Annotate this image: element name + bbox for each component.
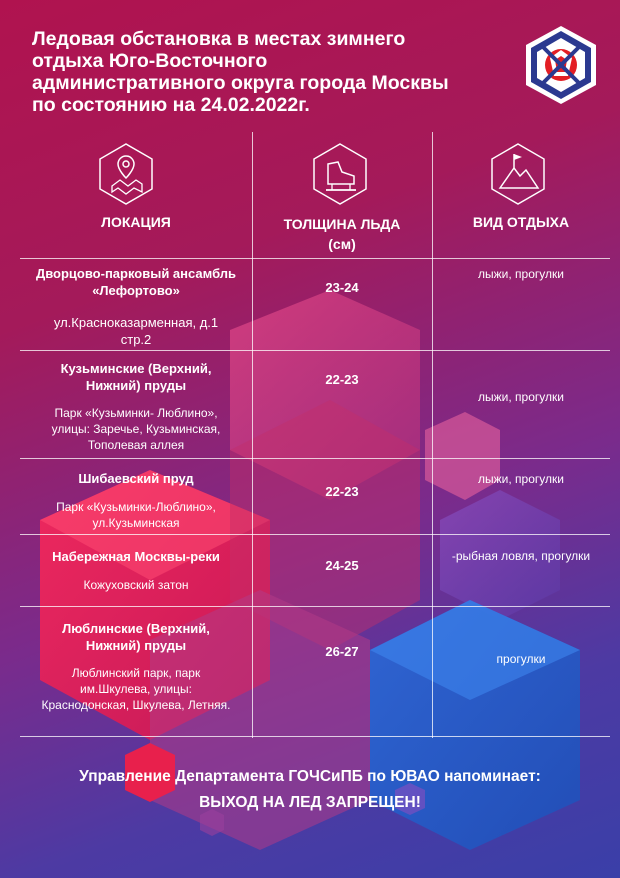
location-address-line: Тополевая аллея	[87, 438, 185, 452]
ice-thickness-value: 24-25	[325, 558, 359, 573]
activity-value: лыжи, прогулки	[478, 472, 564, 486]
footer-notice	[0, 768, 620, 812]
row-divider	[20, 458, 610, 459]
header-thickness	[252, 214, 432, 254]
location-address	[20, 577, 252, 593]
activity-value: лыжи, прогулки	[478, 267, 564, 281]
location-address-line: улицы: Заречье, Кузьминская,	[51, 422, 221, 436]
row-divider	[20, 736, 610, 737]
location-address-line: Парк «Кузьминки-Люблино»,	[56, 500, 216, 514]
location-name-line: Люблинские (Верхний,	[62, 621, 210, 636]
location-name-line: Нижний) пруды	[85, 378, 187, 393]
title-line-2: отдыха Юго-Восточного	[32, 50, 268, 72]
location-name-line: Шибаевский пруд	[78, 471, 194, 486]
header-activity: ВИД ОТДЫХА	[472, 214, 570, 230]
location-name	[20, 265, 252, 299]
ice-thickness-value: 22-23	[325, 484, 359, 499]
location-address-line: Люблинский парк, парк	[71, 666, 201, 680]
header-location: ЛОКАЦИЯ	[101, 214, 171, 230]
location-name	[20, 548, 252, 565]
location-address-line: Кожуховский затон	[83, 578, 189, 592]
location-address	[20, 499, 252, 531]
table-row-location	[20, 470, 252, 531]
footer-line-1: Управление Департамента ГОЧСиПБ по ЮВАО напоминает:	[79, 768, 541, 785]
title-line-1: Ледовая обстановка в местах зимнего	[32, 28, 406, 50]
ice-skate-icon	[312, 142, 368, 206]
location-address	[20, 314, 252, 348]
location-address-line: ул.Красноказарменная, д.1	[53, 315, 219, 330]
footer-warning: ВЫХОД НА ЛЕД ЗАПРЕЩЕН!	[199, 794, 421, 811]
location-name-line: «Лефортово»	[92, 283, 180, 298]
row-divider	[20, 534, 610, 535]
table-row-location	[20, 265, 252, 348]
table-row-location	[20, 548, 252, 593]
mountain-flag-icon	[490, 142, 546, 206]
row-divider	[20, 350, 610, 351]
location-name-line: Кузьминские (Верхний,	[60, 361, 212, 376]
header-thickness-line-2: (см)	[328, 236, 356, 252]
emergency-logo-icon	[520, 24, 602, 106]
location-name-line: Нижний) пруды	[85, 638, 187, 653]
location-name	[20, 620, 252, 654]
ice-table	[20, 132, 610, 738]
location-address-line: Парк «Кузьминки- Люблино»,	[54, 406, 218, 420]
header-thickness-line-1: ТОЛЩИНА ЛЬДА	[283, 216, 401, 232]
location-name	[20, 470, 252, 487]
activity-value: -рыбная ловля, прогулки	[451, 549, 591, 563]
ice-thickness-value: 23-24	[325, 280, 359, 295]
location-address-line: стр.2	[120, 332, 152, 347]
location-address-line: Краснодонская, Шкулева, Летняя.	[41, 698, 231, 712]
activity-value: прогулки	[496, 652, 546, 666]
location-name-line: Набережная Москвы-реки	[52, 549, 220, 564]
ice-thickness-value: 26-27	[325, 644, 359, 659]
title-line-4: по состоянию на 24.02.2022г.	[32, 94, 310, 116]
location-address	[20, 665, 252, 713]
row-divider	[20, 606, 610, 607]
location-address-line: ул.Кузьминская	[92, 516, 180, 530]
location-address-line: им.Шкулева, улицы:	[80, 682, 192, 696]
location-name-line: Дворцово-парковый ансамбль	[35, 266, 237, 281]
title-line-3: административного округа города Москвы	[32, 72, 449, 94]
ice-thickness-value: 22-23	[325, 372, 359, 387]
location-address	[20, 405, 252, 453]
table-row-location	[20, 360, 252, 453]
activity-value: лыжи, прогулки	[478, 390, 564, 404]
row-divider	[20, 258, 610, 259]
map-pin-icon	[98, 142, 154, 206]
page-title	[32, 28, 512, 116]
table-row-location	[20, 620, 252, 713]
location-name	[20, 360, 252, 394]
